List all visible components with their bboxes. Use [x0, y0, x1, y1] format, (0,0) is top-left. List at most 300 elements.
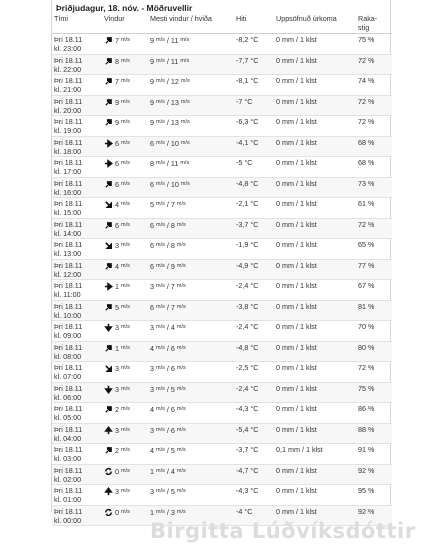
temp-cell: -3,7 °C	[234, 444, 274, 465]
arrow-southeast-icon	[104, 364, 113, 373]
date-text: Þri 18.11	[54, 322, 83, 331]
date-text: Þri 18.11	[54, 301, 83, 311]
max-wind: 9	[150, 77, 154, 86]
wind-speed: 3	[115, 323, 119, 332]
table-row	[52, 177, 392, 198]
gust-unit: m/s	[176, 385, 186, 392]
wind-speed: 3	[115, 384, 119, 394]
gust-cell	[148, 321, 234, 342]
wind-speed: 7	[115, 77, 119, 86]
max-wind-unit: m/s	[156, 426, 165, 433]
precip-cell: 0 mm / 1 klst	[274, 136, 356, 157]
wind-cell	[102, 75, 148, 96]
date-text: Þri 18.11	[54, 465, 83, 475]
wind-speed: 3	[115, 241, 119, 250]
humidity-cell: 72 %	[356, 218, 392, 239]
temp-cell: -4,7 °C	[234, 464, 274, 485]
max-wind-unit: m/s	[156, 37, 165, 43]
max-wind-unit: m/s	[156, 385, 165, 392]
humidity-cell: 88 %	[356, 423, 392, 444]
humidity-cell: 73 %	[356, 177, 392, 198]
precip-cell: 0 mm / 1 klst	[274, 362, 356, 383]
wind-unit: m/s	[121, 201, 130, 207]
wind-unit: m/s	[121, 365, 130, 371]
gust-separator: /	[166, 220, 169, 230]
date-text: Þri 18.11	[54, 76, 83, 85]
gust-value: 3	[170, 507, 175, 517]
forecast-panel	[51, 0, 391, 525]
hour-text: kl. 15:00	[54, 208, 82, 217]
wind-unit: m/s	[121, 78, 130, 84]
gust-separator: /	[166, 405, 169, 414]
hour-text: kl. 06:00	[54, 392, 82, 402]
date-text: Þri 18.11	[54, 219, 83, 229]
max-wind: 5	[150, 200, 154, 209]
wind-unit: m/s	[121, 385, 130, 392]
temp-cell: -7 °C	[234, 95, 274, 116]
hour-text: kl. 16:00	[54, 187, 82, 197]
table-row	[52, 485, 392, 506]
gust-unit: m/s	[176, 508, 186, 515]
table-row	[52, 239, 392, 260]
max-wind: 9	[150, 97, 154, 107]
gust-separator: /	[166, 241, 169, 250]
temp-cell: -2,1 °C	[234, 198, 274, 219]
table-row	[52, 464, 392, 485]
gust-value: 5	[170, 446, 175, 455]
arrow-south-icon	[104, 323, 113, 332]
hour-text: kl. 19:00	[54, 126, 82, 135]
hour-text: kl. 07:00	[54, 372, 82, 381]
date-text: Þri 18.11	[54, 363, 83, 372]
hour-text: kl. 04:00	[54, 433, 82, 443]
table-row	[52, 423, 392, 444]
max-wind-unit: m/s	[156, 262, 165, 269]
gust-separator: /	[166, 302, 169, 312]
wind-speed: 1	[115, 343, 119, 353]
gust-unit: m/s	[176, 447, 186, 453]
time-cell	[52, 444, 102, 465]
gust-separator: /	[166, 56, 169, 66]
wind-speed: 0	[115, 466, 119, 476]
max-wind: 6	[150, 179, 154, 189]
gust-unit: m/s	[176, 283, 186, 289]
gust-value: 11	[170, 159, 179, 168]
wind-cell	[102, 423, 148, 444]
temp-cell: -4,3 °C	[234, 485, 274, 506]
arrow-northeast-icon	[104, 77, 113, 86]
wind-speed: 0	[115, 507, 119, 517]
gust-unit: m/s	[180, 98, 190, 105]
wind-speed: 3	[115, 425, 119, 435]
precip-cell: 0 mm / 1 klst	[274, 259, 356, 280]
wind-speed: 2	[115, 446, 119, 455]
gust-value: 9	[170, 261, 175, 271]
wind-unit: m/s	[121, 180, 130, 187]
hour-text: kl. 12:00	[54, 269, 82, 279]
column-header-precip: Uppsöfnuð úrkoma	[274, 13, 356, 34]
humidity-cell: 67 %	[356, 280, 392, 301]
gust-unit: m/s	[176, 406, 186, 412]
time-cell	[52, 321, 102, 342]
wind-cell	[102, 464, 148, 485]
gust-separator: /	[166, 159, 169, 168]
arrow-northeast-icon	[104, 180, 113, 189]
date-text: Þri 18.11	[54, 117, 83, 126]
max-wind-unit: m/s	[156, 78, 165, 84]
time-cell	[52, 341, 102, 362]
gust-unit: m/s	[176, 324, 186, 330]
forecast-table	[52, 13, 392, 526]
max-wind: 3	[150, 487, 154, 496]
max-wind: 9	[150, 36, 154, 45]
max-wind-unit: m/s	[156, 303, 165, 310]
humidity-cell: 72 %	[356, 95, 392, 116]
max-wind-unit: m/s	[156, 365, 165, 371]
precip-cell: 0 mm / 1 klst	[274, 177, 356, 198]
temp-cell: -2,4 °C	[234, 321, 274, 342]
humidity-header-line1: Raka-	[358, 14, 378, 23]
wind-speed: 2	[115, 405, 119, 414]
gust-unit: m/s	[176, 488, 186, 494]
gust-cell	[148, 403, 234, 424]
humidity-header-line2: stig	[358, 23, 370, 32]
humidity-cell: 75 %	[356, 34, 392, 55]
date-text: Þri 18.11	[54, 158, 83, 167]
precip-cell: 0 mm / 1 klst	[274, 321, 356, 342]
temp-cell: -2,4 °C	[234, 382, 274, 403]
gust-value: 10	[170, 179, 179, 189]
wind-cell	[102, 34, 148, 55]
table-row	[52, 362, 392, 383]
hour-text: kl. 00:00	[54, 515, 82, 525]
gust-cell	[148, 444, 234, 465]
gust-value: 6	[170, 425, 175, 435]
gust-cell	[148, 382, 234, 403]
wind-cell	[102, 362, 148, 383]
precip-cell: 0,1 mm / 1 klst	[274, 444, 356, 465]
max-wind: 6	[150, 138, 154, 148]
gust-cell	[148, 341, 234, 362]
gust-unit: m/s	[180, 180, 190, 187]
wind-speed: 9	[115, 118, 119, 127]
arrow-east-icon	[104, 282, 113, 291]
temp-cell: -4,3 °C	[234, 403, 274, 424]
hour-text: kl. 11:00	[54, 290, 81, 299]
gust-unit: m/s	[176, 242, 186, 248]
temp-cell: -8,2 °C	[234, 34, 274, 55]
precip-cell: 0 mm / 1 klst	[274, 157, 356, 178]
wind-cell	[102, 382, 148, 403]
max-wind-unit: m/s	[156, 201, 165, 207]
gust-unit: m/s	[176, 467, 186, 474]
max-wind: 9	[150, 118, 154, 127]
date-text: Þri 18.11	[54, 55, 83, 65]
time-cell	[52, 54, 102, 75]
hour-text: kl. 05:00	[54, 413, 82, 422]
column-header-gust: Mesti vindur / hviða	[148, 13, 234, 34]
table-header-row	[52, 13, 392, 34]
max-wind-unit: m/s	[156, 344, 165, 351]
time-cell	[52, 259, 102, 280]
max-wind-unit: m/s	[156, 447, 165, 453]
time-cell	[52, 218, 102, 239]
gust-unit: m/s	[176, 201, 186, 207]
gust-cell	[148, 239, 234, 260]
wind-unit: m/s	[121, 488, 130, 494]
humidity-cell: 72 %	[356, 116, 392, 137]
gust-unit: m/s	[176, 262, 186, 269]
table-row	[52, 157, 392, 178]
hour-text: kl. 18:00	[54, 146, 82, 156]
humidity-cell: 92 %	[356, 505, 392, 526]
gust-separator: /	[166, 466, 169, 476]
gust-separator: /	[166, 138, 169, 148]
gust-unit: m/s	[176, 365, 186, 371]
wind-cell	[102, 300, 148, 321]
wind-cell	[102, 95, 148, 116]
precip-cell: 0 mm / 1 klst	[274, 341, 356, 362]
gust-separator: /	[166, 77, 169, 86]
precip-cell: 0 mm / 1 klst	[274, 239, 356, 260]
hour-text: kl. 09:00	[54, 331, 82, 340]
wind-cell	[102, 116, 148, 137]
wind-unit: m/s	[121, 119, 130, 125]
table-row	[52, 280, 392, 301]
time-cell	[52, 198, 102, 219]
column-header-humidity	[356, 13, 392, 34]
variable-wind-icon	[104, 467, 113, 476]
gust-unit: m/s	[180, 37, 190, 43]
date-text: Þri 18.11	[54, 35, 83, 44]
gust-value: 7	[170, 302, 175, 312]
wind-cell	[102, 341, 148, 362]
precip-cell: 0 mm / 1 klst	[274, 54, 356, 75]
time-cell	[52, 423, 102, 444]
table-row	[52, 300, 392, 321]
wind-unit: m/s	[121, 37, 130, 43]
gust-separator: /	[166, 343, 169, 353]
wind-unit: m/s	[121, 447, 130, 453]
hour-text: kl. 21:00	[54, 85, 82, 94]
humidity-cell: 65 %	[356, 239, 392, 260]
arrow-east-icon	[104, 139, 113, 148]
gust-value: 5	[170, 487, 175, 496]
date-text: Þri 18.11	[54, 199, 83, 208]
wind-unit: m/s	[121, 221, 130, 228]
max-wind-unit: m/s	[156, 406, 165, 412]
variable-wind-icon	[104, 508, 113, 517]
date-text: Þri 18.11	[54, 404, 83, 413]
wind-cell	[102, 136, 148, 157]
max-wind: 3	[150, 282, 154, 291]
temp-cell: -2,5 °C	[234, 362, 274, 383]
gust-separator: /	[166, 282, 169, 291]
time-cell	[52, 362, 102, 383]
gust-value: 10	[170, 138, 179, 148]
precip-cell: 0 mm / 1 klst	[274, 485, 356, 506]
wind-unit: m/s	[121, 242, 130, 248]
wind-speed: 6	[115, 220, 119, 230]
wind-cell	[102, 403, 148, 424]
wind-cell	[102, 218, 148, 239]
precip-cell: 0 mm / 1 klst	[274, 505, 356, 526]
humidity-cell: 72 %	[356, 54, 392, 75]
table-row	[52, 95, 392, 116]
humidity-cell: 95 %	[356, 485, 392, 506]
arrow-northeast-icon	[104, 405, 113, 414]
temp-cell: -4,8 °C	[234, 341, 274, 362]
precip-cell: 0 mm / 1 klst	[274, 116, 356, 137]
max-wind: 6	[150, 261, 154, 271]
max-wind: 6	[150, 302, 154, 312]
column-header-time: Tími	[52, 13, 102, 34]
wind-cell	[102, 157, 148, 178]
gust-cell	[148, 157, 234, 178]
time-cell	[52, 485, 102, 506]
max-wind-unit: m/s	[156, 139, 165, 146]
gust-separator: /	[166, 118, 169, 127]
date-text: Þri 18.11	[54, 178, 83, 188]
gust-unit: m/s	[176, 303, 186, 310]
hour-text: kl. 17:00	[54, 167, 82, 176]
temp-cell: -2,4 °C	[234, 280, 274, 301]
wind-unit: m/s	[121, 262, 130, 269]
max-wind-unit: m/s	[156, 180, 165, 187]
temp-cell: -7,7 °C	[234, 54, 274, 75]
temp-cell: -8,1 °C	[234, 75, 274, 96]
date-text: Þri 18.11	[54, 137, 83, 147]
gust-cell	[148, 54, 234, 75]
precip-cell: 0 mm / 1 klst	[274, 403, 356, 424]
time-cell	[52, 382, 102, 403]
wind-cell	[102, 485, 148, 506]
arrow-northeast-icon	[104, 344, 113, 353]
time-cell	[52, 403, 102, 424]
max-wind-unit: m/s	[156, 119, 165, 125]
gust-cell	[148, 198, 234, 219]
table-row	[52, 444, 392, 465]
time-cell	[52, 464, 102, 485]
gust-separator: /	[166, 36, 169, 45]
temp-cell: -6,3 °C	[234, 116, 274, 137]
time-cell	[52, 34, 102, 55]
temp-cell: -3,7 °C	[234, 218, 274, 239]
column-header-wind: Vindur	[102, 13, 148, 34]
date-text: Þri 18.11	[54, 445, 83, 454]
gust-unit: m/s	[180, 139, 190, 146]
wind-speed: 3	[115, 487, 119, 496]
humidity-cell: 80 %	[356, 341, 392, 362]
wind-speed: 6	[115, 138, 119, 148]
humidity-cell: 72 %	[356, 362, 392, 383]
table-row	[52, 136, 392, 157]
max-wind-unit: m/s	[156, 283, 165, 289]
max-wind: 9	[150, 56, 154, 66]
humidity-cell: 70 %	[356, 321, 392, 342]
gust-cell	[148, 177, 234, 198]
max-wind: 1	[150, 507, 154, 517]
precip-cell: 0 mm / 1 klst	[274, 382, 356, 403]
gust-separator: /	[166, 425, 169, 435]
arrow-east-icon	[104, 159, 113, 168]
precip-cell: 0 mm / 1 klst	[274, 198, 356, 219]
max-wind-unit: m/s	[156, 488, 165, 494]
precip-cell: 0 mm / 1 klst	[274, 464, 356, 485]
time-cell	[52, 157, 102, 178]
table-row	[52, 382, 392, 403]
humidity-cell: 74 %	[356, 75, 392, 96]
date-text: Þri 18.11	[54, 281, 83, 290]
gust-value: 7	[170, 282, 175, 291]
wind-unit: m/s	[121, 303, 130, 310]
wind-unit: m/s	[121, 426, 130, 433]
gust-value: 11	[170, 36, 179, 45]
max-wind-unit: m/s	[156, 221, 165, 228]
hour-text: kl. 02:00	[54, 474, 82, 484]
table-row	[52, 75, 392, 96]
max-wind: 3	[150, 364, 154, 373]
wind-unit: m/s	[121, 467, 130, 474]
gust-cell	[148, 485, 234, 506]
table-row	[52, 218, 392, 239]
hour-text: kl. 08:00	[54, 351, 82, 361]
wind-cell	[102, 177, 148, 198]
wind-speed: 5	[115, 302, 119, 312]
humidity-cell: 81 %	[356, 300, 392, 321]
max-wind: 4	[150, 343, 154, 353]
temp-cell: -3,8 °C	[234, 300, 274, 321]
gust-unit: m/s	[180, 57, 190, 64]
gust-cell	[148, 280, 234, 301]
arrow-northeast-icon	[104, 98, 113, 107]
temp-cell: -4,1 °C	[234, 136, 274, 157]
gust-value: 12	[170, 77, 179, 86]
wind-speed: 7	[115, 36, 119, 45]
arrow-southeast-icon	[104, 241, 113, 250]
gust-cell	[148, 34, 234, 55]
max-wind: 6	[150, 241, 154, 250]
wind-speed: 6	[115, 179, 119, 189]
max-wind-unit: m/s	[156, 98, 165, 105]
temp-cell: -1,9 °C	[234, 239, 274, 260]
max-wind: 6	[150, 220, 154, 230]
wind-unit: m/s	[121, 139, 130, 146]
gust-cell	[148, 218, 234, 239]
arrow-northeast-icon	[104, 303, 113, 312]
watermark: Birgitta Lúðvíksdóttir	[150, 519, 416, 543]
time-cell	[52, 239, 102, 260]
humidity-cell: 91 %	[356, 444, 392, 465]
gust-separator: /	[166, 446, 169, 455]
date-text: Þri 18.11	[54, 486, 83, 495]
max-wind: 3	[150, 425, 154, 435]
arrow-north-icon	[104, 426, 113, 435]
arrow-south-icon	[104, 385, 113, 394]
gust-value: 11	[170, 56, 179, 66]
time-cell	[52, 95, 102, 116]
hour-text: kl. 01:00	[54, 495, 82, 504]
humidity-cell: 61 %	[356, 198, 392, 219]
table-row	[52, 259, 392, 280]
gust-value: 5	[170, 384, 175, 394]
gust-value: 8	[170, 241, 175, 250]
wind-speed: 6	[115, 159, 119, 168]
table-row	[52, 54, 392, 75]
temp-cell: -5,4 °C	[234, 423, 274, 444]
arrow-northeast-icon	[104, 262, 113, 271]
gust-value: 6	[170, 405, 175, 414]
